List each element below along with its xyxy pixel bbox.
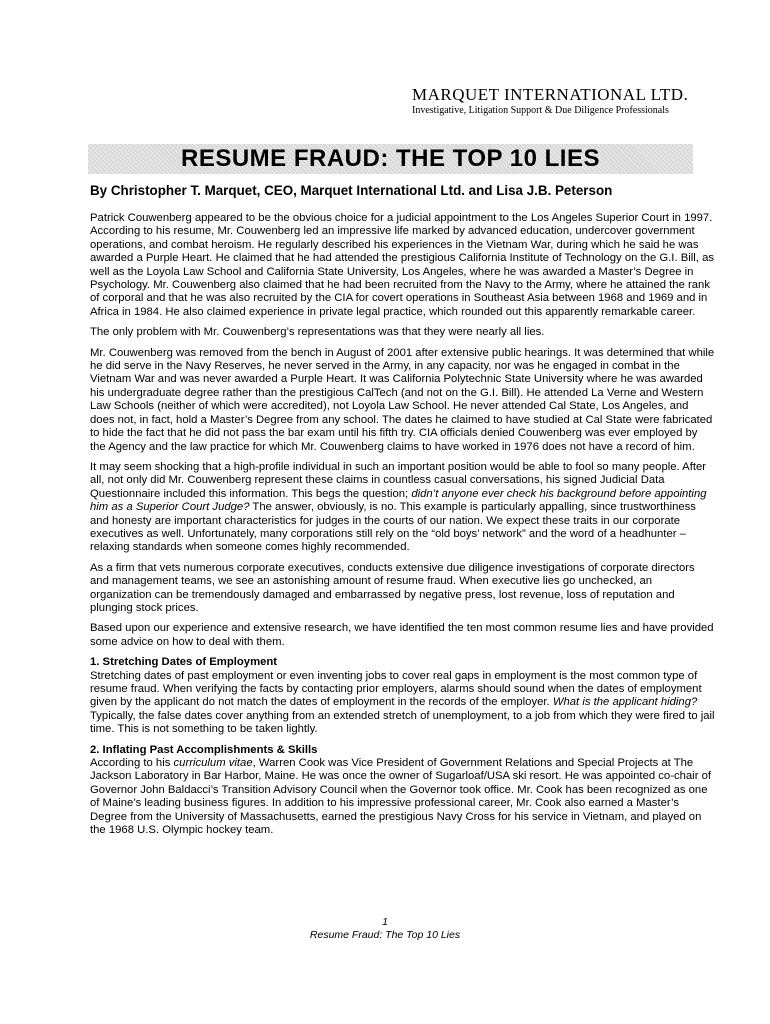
paragraph-6: Based upon our experience and extensive research, we have identified the ten most common resume lies and have provided some advice on how to deal with them. (90, 622, 714, 648)
title-banner (88, 144, 693, 174)
article-body (90, 182, 715, 837)
section-2-italic: curriculum vitae (173, 757, 253, 770)
section-heading-1: 1. Stretching Dates of Employment (90, 656, 278, 669)
section-1-text-a: Stretching dates of past employment or even inventing jobs to cover real gaps in employment is the most common type of resume fraud. When verifying the facts by contacting prior employers, alarms should sound when the dates of employment given by the applicant do not match the dates of employment in the records of the employer. (90, 669, 702, 709)
company-name: MARQUET INTERNATIONAL LTD. (412, 85, 689, 104)
paragraph-4-text-a: It may seem shocking that a high-profile individual in such an important position would be able to fool so many people. After all, not only did Mr. Couwenberg represent these claims in countless casual conversations, his signed Judicial Data Questionnaire included this information. This begs the question; (90, 460, 707, 500)
section-1-text-c: Typically, the false dates cover anything from an extended stretch of unemployment, to a job from which they were fired to jail time. This is not something to be taken lightly. (90, 709, 715, 736)
page-footer (0, 916, 770, 942)
section-2-text (90, 757, 715, 837)
paragraph-4-italic: didn’t anyone ever check his background before appointing him as a Superior Court Judge? (90, 487, 707, 514)
paragraph-4 (90, 461, 715, 555)
section-1-italic: What is the applicant hiding? (552, 696, 698, 709)
section-2-text-c: , Warren Cook was Vice President of Government Relations and Special Projects at The Jackson Laboratory in Bar Harbor, Maine. He was once the owner of Sugarloaf/USA ski resort. He was appointed co-chair of Governor John Baldacci’s Transition Advisory Council when the Governor took office. Mr. Cook has been recognized as one of Maine’s leading business figures. In addition to his impressive professional career, Mr. Cook also earned a Master’s Degree from the University of Massachusetts, earned the prestigious Navy Cross for his service in Vietnam, and played on the 1968 U.S. Olympic hockey team. (90, 757, 712, 837)
section-1-text (90, 670, 715, 737)
page-number: 1 (382, 916, 388, 928)
section-heading-2: 2. Inflating Past Accomplishments & Skills (90, 743, 318, 756)
company-tagline: Investigative, Litigation Support & Due Diligence Professionals (412, 105, 669, 116)
document-title: RESUME FRAUD: THE TOP 10 LIES (180, 145, 600, 172)
letterhead (412, 86, 688, 117)
running-title: Resume Fraud: The Top 10 Lies (309, 929, 461, 941)
paragraph-3: Mr. Couwenberg was removed from the bench in August of 2001 after extensive public hearings. It was determined that while he did serve in the Navy Reserves, he never served in the Army, in any capacity, nor was he engaged in combat in the Vietnam War and was never awarded a Purple Heart. It was California Polytechnic State University where he was awarded his undergraduate degree rather than the prestigious CalTech (and not on the G.I. Bill). He attended La Verne and Western Law Schools (neither of which were accredited), not Loyola Law School. He never attended Cal State, Los Angeles, and does not, in fact, hold a Master’s Degree from any school. The dates he claimed to have studied at Cal State were fabricated to hide the fact that he did not pass the bar exam until his fifth try. CIA officials denied Couwenberg was ever employed by the Agency and the law practice for which Mr. Couwenberg claims to have worked in 1976 does not have a record of him. (90, 346, 715, 453)
byline: By Christopher T. Marquet, CEO, Marquet International Ltd. and Lisa J.B. Peterson (90, 183, 613, 198)
section-2-text-a: According to his (90, 757, 174, 770)
paragraph-1: Patrick Couwenberg appeared to be the obvious choice for a judicial appointment to the Los Angeles Superior Court in 1997. According to his resume, Mr. Couwenberg led an impressive life marked by advanced education, undercover government operations, and combat heroism. He regularly described his experiences in the Vietnam War, during which he said he was awarded a Purple Heart. He claimed that he had attended the prestigious California Institute of Technology on the G.I. Bill, as well as the Loyola Law School and California State University, Los Angeles, where he was awarded a Master’s Degree in Psychology. Mr. Couwenberg also claimed that he had been recruited from the Navy to the Army, where he attained the rank of corporal and that he was also recruited by the CIA for covert operations in Southeast Asia between 1968 and 1969 and in Africa in 1984. He also claimed experience in private legal practice, which rounded out this apparently remarkable career. (90, 212, 714, 318)
paragraph-2: The only problem with Mr. Couwenberg’s representations was that they were nearly all lies. (90, 326, 545, 339)
paragraph-4-text-c: The answer, obviously, is no. This example is particularly appalling, since trustworthiness and honesty are important characteristics for judges in the courts of our nation. We expect these traits in our corporate executives as well. Unfortunately, many corporations still rely on the “old boys’ network” and the word of a headhunter – relaxing standards when someone comes highly recommended. (90, 501, 696, 554)
paragraph-5: As a firm that vets numerous corporate executives, conducts extensive due diligence investigations of corporate directors and management teams, we see an astonishing amount of resume fraud. When executive lies go unchecked, an organization can be tremendously damaged and embarrassed by negative press, lost revenue, loss of reputation and plunging stock prices. (90, 561, 695, 614)
